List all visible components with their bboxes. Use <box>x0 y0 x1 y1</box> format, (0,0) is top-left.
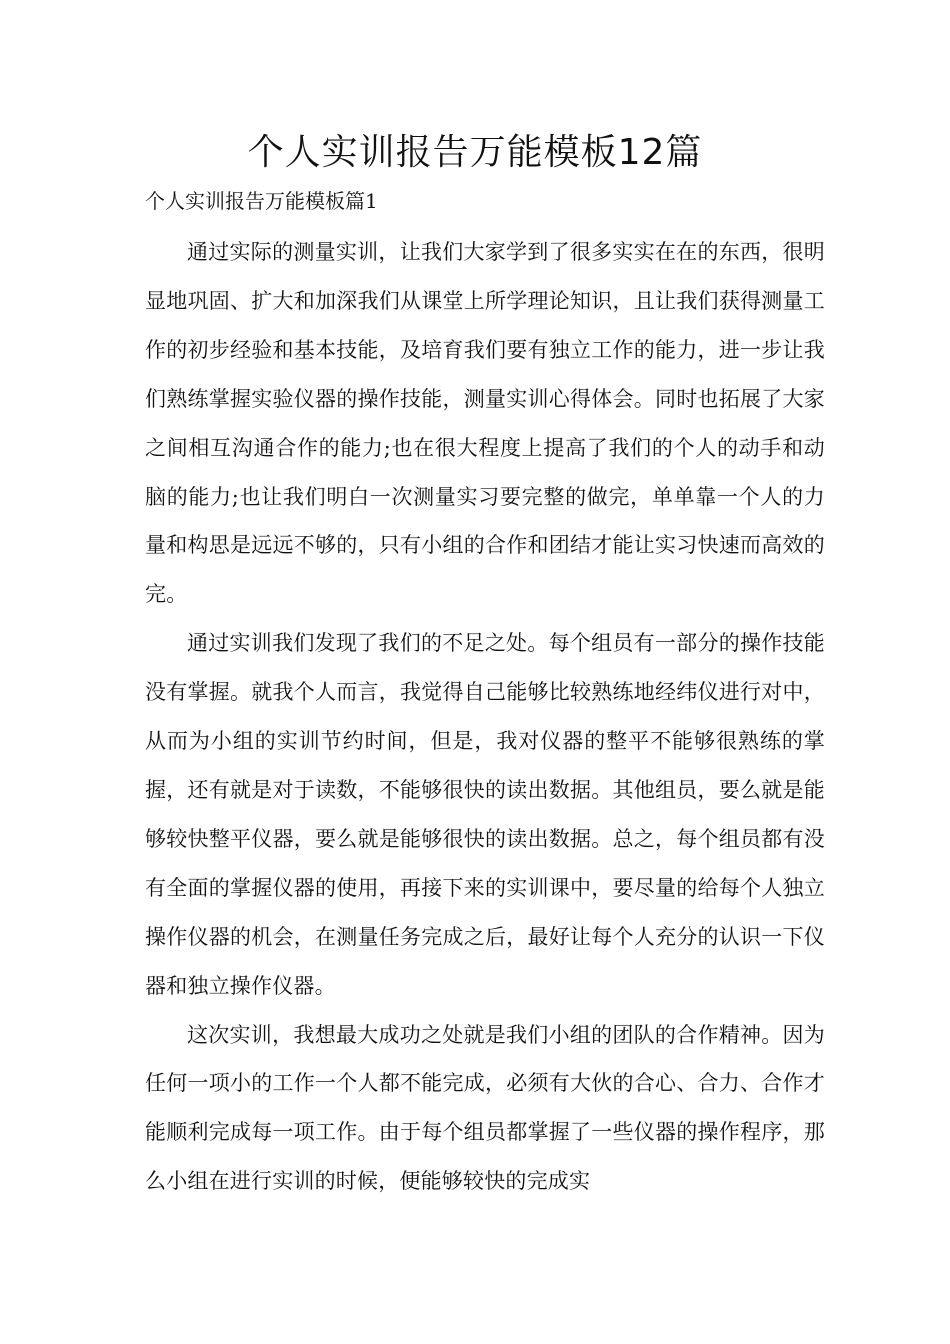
paragraph: 这次实训，我想最大成功之处就是我们小组的团队的合作精神。因为任何一项小的工作一个人都不能完成，必须有大伙的合心、合力、合作才能顺利完成每一项工作。由于每个组员都掌握了一些仪器的操作程序，那么小组在进行实训的时候，便能够较快的完成实 <box>145 1022 825 1194</box>
section-title: 个人实训报告万能模板篇1 <box>145 189 378 213</box>
paragraph: 通过实际的测量实训，让我们大家学到了很多实实在在的东西，很明显地巩固、扩大和加深我们从课堂上所学理论知识，且让我们获得测量工作的初步经验和基本技能，及培育我们要有独立工作的能力，进一步让我们熟练掌握实验仪器的操作技能，测量实训心得体会。同时也拓展了大家之间相互沟通合作的能力;也在很大程度上提高了我们的个人的动手和动脑的能力;也让我们明白一次测量实习要完整的做完，单单靠一个人的力量和构思是远远不够的，只有小组的合作和团结才能让实习快速而高效的完。 <box>145 240 825 607</box>
document-title: 个人实训报告万能模板12篇 <box>247 132 703 173</box>
document-body <box>145 228 825 1206</box>
paragraph: 通过实训我们发现了我们的不足之处。每个组员有一部分的操作技能没有掌握。就我个人而言，我觉得自己能够比较熟练地经纬仪进行对中，从而为小组的实训节约时间，但是，我对仪器的整平不能够很熟练的掌握，还有就是对于读数，不能够很快的读出数据。其他组员，要么就是能够较快整平仪器，要么就是能够很快的读出数据。总之，每个组员都有没有全面的掌握仪器的使用，再接下来的实训课中，要尽量的给每个人独立操作仪器的机会，在测量任务完成之后，最好让每个人充分的认识一下仪器和独立操作仪器。 <box>145 631 825 998</box>
